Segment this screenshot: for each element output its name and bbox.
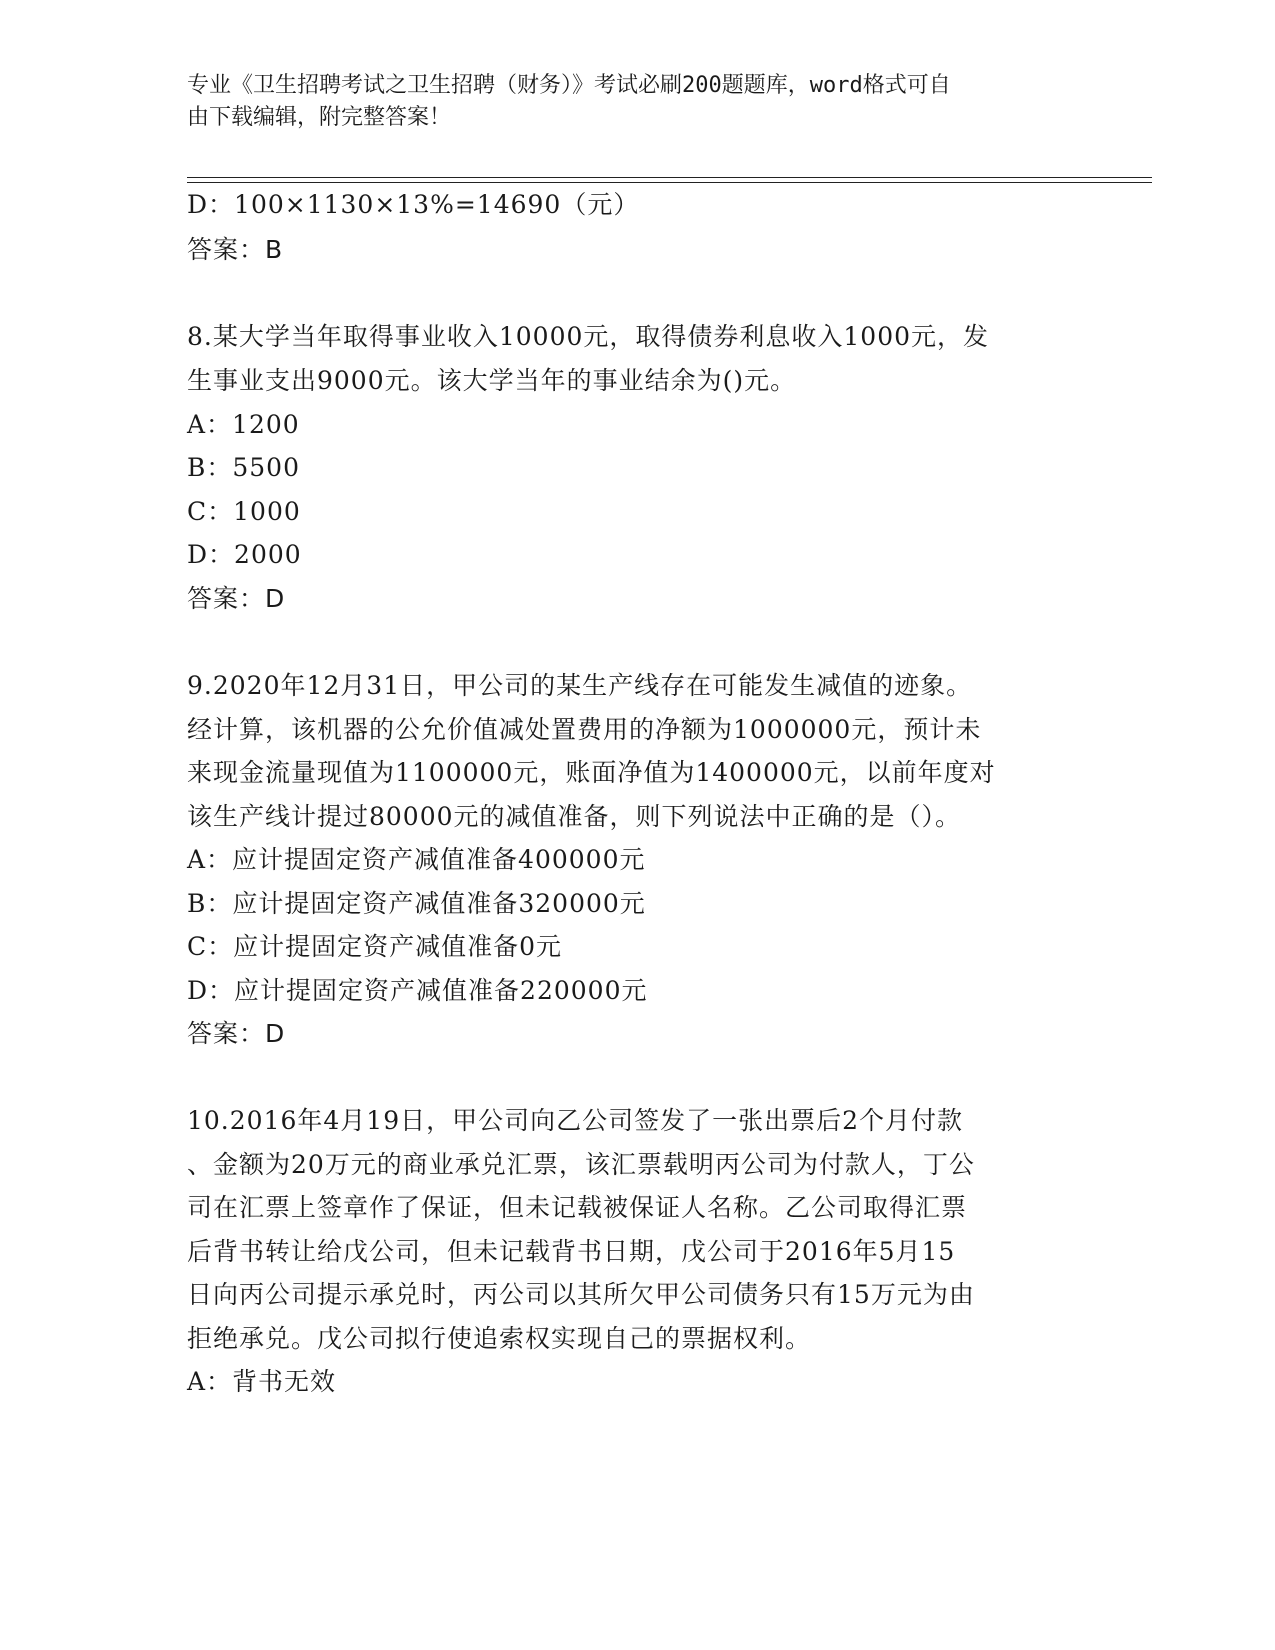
document-header (187, 70, 1067, 134)
q10-text-line: 拒绝承兑。戊公司拟行使追索权实现自己的票据权利。 (187, 1324, 812, 1353)
q9-text-line: 来现金流量现值为1100000元，账面净值为1400000元，以前年度对 (187, 758, 996, 787)
q10-text-line: 司在汇票上签章作了保证，但未记载被保证人名称。乙公司取得汇票 (187, 1193, 968, 1222)
header-divider-top (187, 177, 1152, 178)
q10-text-line: 、金额为20万元的商业承兑汇票，该汇票载明丙公司为付款人，丁公 (187, 1150, 975, 1179)
q8-option-a: A：1200 (187, 410, 300, 439)
q8-option-b: B：5500 (187, 453, 300, 482)
header-line-1: 专业《卫生招聘考试之卫生招聘（财务）》考试必刷200题题库，word格式可自 (187, 73, 951, 98)
q8-option-d: D：2000 (187, 540, 302, 569)
q9-text-line: 9.2020年12月31日，甲公司的某生产线存在可能发生减值的迹象。 (187, 671, 973, 700)
q9-text-line: 该生产线计提过80000元的减值准备，则下列说法中正确的是（）。 (187, 802, 962, 831)
q9-text-line: 经计算，该机器的公允价值减处置费用的净额为1000000元，预计未 (187, 715, 982, 744)
q9-answer: 答案：D (187, 1019, 286, 1048)
q8-answer: 答案：D (187, 584, 286, 613)
prev-option-d: D：100×1130×13%=14690（元） (187, 190, 640, 219)
q8-option-c: C：1000 (187, 497, 301, 526)
q10-text-line: 10.2016年4月19日，甲公司向乙公司签发了一张出票后2个月付款 (187, 1106, 964, 1135)
q9-option-d: D：应计提固定资产减值准备220000元 (187, 976, 648, 1005)
q8-text-line: 生事业支出9000元。该大学当年的事业结余为()元。 (187, 366, 797, 395)
header-line-2: 由下载编辑，附完整答案！ (187, 105, 452, 130)
q10-text-line: 日向丙公司提示承兑时，丙公司以其所欠甲公司债务只有15万元为由 (187, 1280, 975, 1309)
q9-option-a: A：应计提固定资产减值准备400000元 (187, 845, 646, 874)
q8-text-line: 8.某大学当年取得事业收入10000元，取得债券利息收入1000元，发 (187, 322, 990, 351)
prev-answer: 答案：B (187, 235, 284, 264)
q9-option-c: C：应计提固定资产减值准备0元 (187, 932, 563, 961)
header-divider-bottom (187, 182, 1152, 183)
q10-option-a: A：背书无效 (187, 1367, 337, 1396)
q10-text-line: 后背书转让给戊公司，但未记载背书日期，戊公司于2016年5月15 (187, 1237, 956, 1266)
q9-option-b: B：应计提固定资产减值准备320000元 (187, 889, 646, 918)
